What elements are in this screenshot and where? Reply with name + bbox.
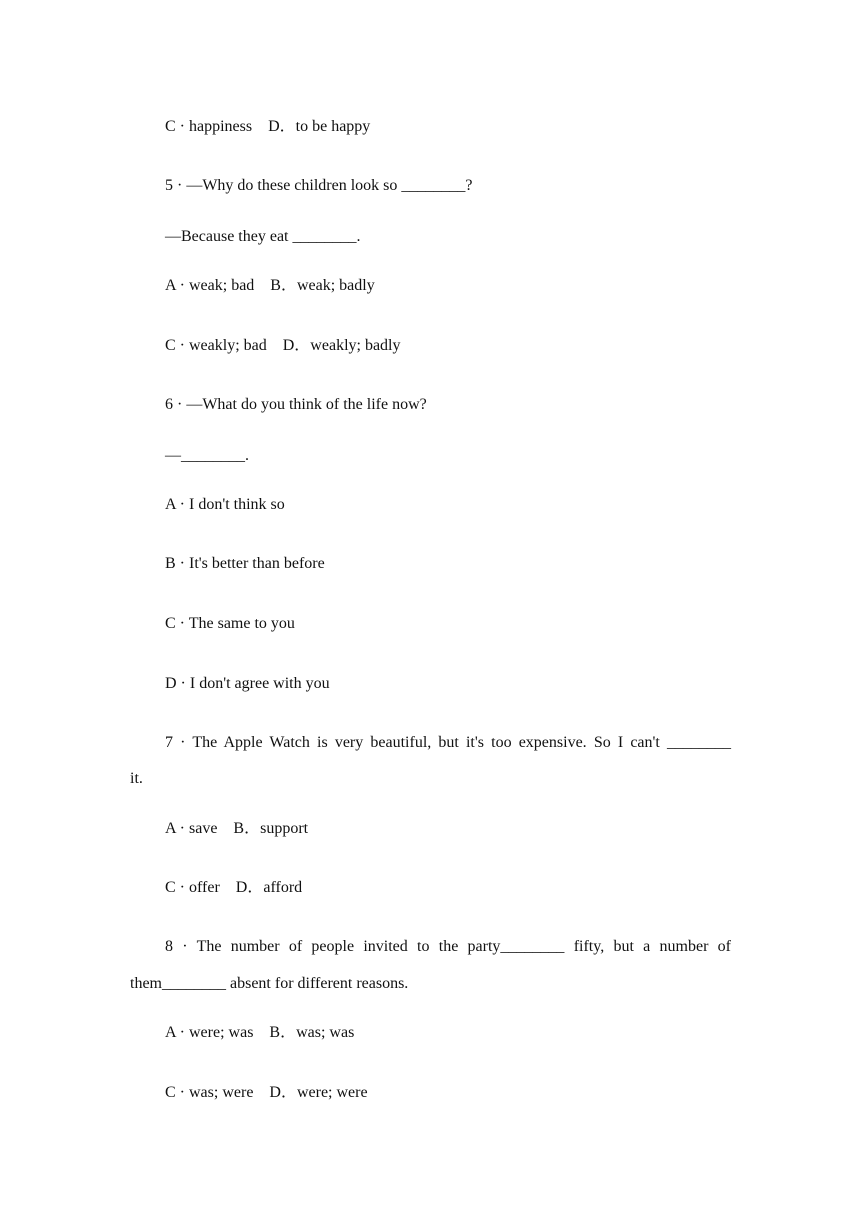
q4-options-cd: C · happiness D．to be happy [165,118,371,135]
q6-option-a: A · I don't think so [165,496,285,513]
q6-option-c: C · The same to you [165,615,295,632]
q7-options-cd: C · offer D．afford [165,879,303,896]
q5-options-cd: C · weakly; bad D．weakly; badly [165,337,401,354]
q7-stem-line2: it. [130,770,143,787]
q6-reply: —________. [165,447,249,464]
q8-options-cd: C · was; were D．were; were [165,1084,368,1101]
q7-stem-line1: 7 · The Apple Watch is very beautiful, but it's too expensive. So I can't ________ [165,734,731,751]
q6-option-b: B · It's better than before [165,555,325,572]
q6-option-d: D · I don't agree with you [165,675,330,692]
q8-options-ab: A · were; was B．was; was [165,1024,355,1041]
q8-stem-line2: them________ absent for different reasons. [130,975,409,992]
q5-reply: —Because they eat ________. [165,228,361,245]
q8-stem-line1: 8 · The number of people invited to the party________ fifty, but a number of [165,938,731,955]
q6-stem: 6 · —What do you think of the life now? [165,396,427,413]
q5-options-ab: A · weak; bad B．weak; badly [165,277,375,294]
q5-stem: 5 · —Why do these children look so ________? [165,177,473,194]
q7-options-ab: A · save B．support [165,820,309,837]
